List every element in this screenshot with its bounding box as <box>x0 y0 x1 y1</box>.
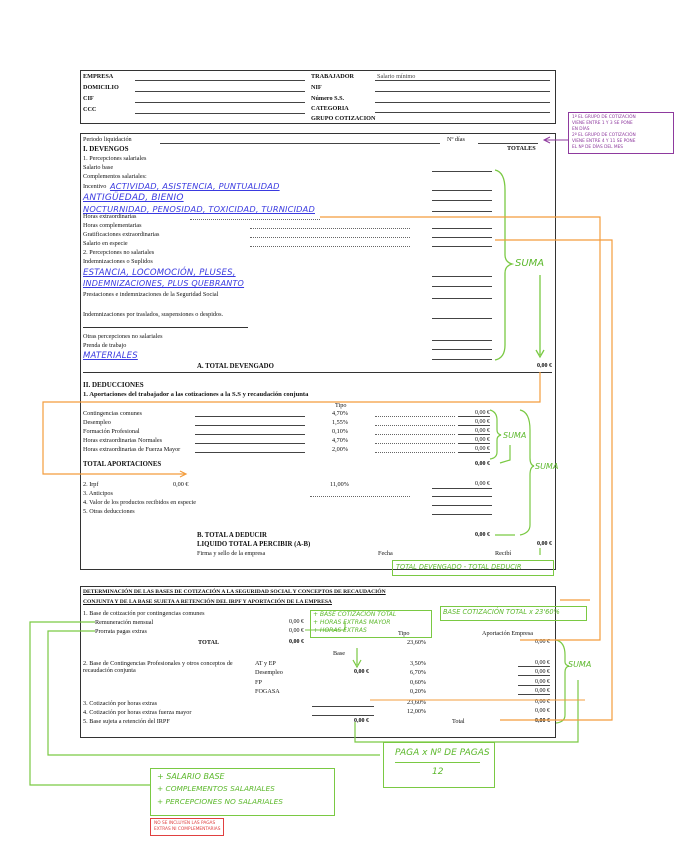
periodo-label: Periodo liquidación <box>83 136 132 143</box>
liquido-label: LIQUIDO TOTAL A PERCIBIR (A-B) <box>197 541 311 548</box>
total-devengado-label: A. TOTAL DEVENGADO <box>197 363 274 370</box>
deduccion-value: 0,00 € <box>458 437 490 444</box>
cp-tipo: 0,20% <box>410 688 426 695</box>
horas-fm-tipo: 12,00% <box>407 708 427 715</box>
hand-materiales: MATERIALES <box>83 351 138 361</box>
base-header: Base <box>333 650 346 657</box>
horas-extra-value: 0,00 € <box>535 699 550 705</box>
nif-label: NIF <box>311 84 322 91</box>
bases-tipo: Tipo <box>398 630 410 637</box>
deducciones-title: II. DEDUCCIONES <box>83 381 144 389</box>
devengos-title: I. DEVENGOS <box>83 145 129 153</box>
irpf-base: 0,00 € <box>173 481 189 488</box>
bases-title1: DETERMINACIÓN DE LAS BASES DE COTIZACIÓN A LA SEGURIDAD SOCIAL Y CONCEPTOS DE RECAUDACIÓN <box>83 589 386 595</box>
purple-note-1: 1º EL GRUPO DE COTIZACIÓN <box>572 115 636 120</box>
ndias-label: Nº días <box>447 136 465 143</box>
complementos: Complementos salariales: <box>83 173 147 180</box>
perc-no-sal: 2. Percepciones no salariales <box>83 249 155 256</box>
hand-indemnizaciones: INDEMNIZACIONES, PLUS QUEBRANTO <box>83 279 245 288</box>
horas-extra-tipo: 23,60% <box>407 699 427 706</box>
bases-total-value: 0,00 € <box>289 639 304 645</box>
fecha-label: Fecha <box>378 550 393 557</box>
cp-value: 0,00 € <box>518 679 550 686</box>
cc-tipo: 23,60% <box>407 639 427 646</box>
deduccion-tipo: 2,00% <box>332 446 348 453</box>
remuneracion: Remuneración mensual <box>95 619 154 626</box>
base-cot-1: + BASE COTIZACIÓN TOTAL <box>313 611 397 618</box>
deduccion-label: Horas extraordinarias Normales <box>83 437 163 444</box>
remuneracion-value: 0,00 € <box>289 619 304 625</box>
base-irpf-value: 0,00 € <box>354 718 369 724</box>
total-devengado-value: 0,00 € <box>537 363 552 369</box>
total-aportaciones-label: TOTAL APORTACIONES <box>83 461 162 468</box>
indemnizaciones: Indemnizaciones o Suplidos <box>83 258 153 265</box>
deduccion-label: Formación Profesional <box>83 428 140 435</box>
base-cot-3: + HORAS EXTRAS <box>313 627 367 634</box>
purple-note <box>568 112 674 154</box>
indem-traslados: Indemnizaciones por traslados, suspensiones o despidos. <box>83 311 224 318</box>
otras-perc: Otras percepciones no salariales <box>83 333 163 340</box>
otras-deducciones: 5. Otras deducciones <box>83 508 135 515</box>
suma-devengos: SUMA <box>515 258 545 269</box>
deduccion-tipo: 4,70% <box>332 410 348 417</box>
ccc-label: CCC <box>83 106 97 113</box>
horas-compl: Horas complementarias <box>83 222 142 229</box>
total-deducir-value: 0,00 € <box>475 532 490 538</box>
bases-title2: CONJUNTA Y DE LA BASE SUJETA A RETENCIÓN DEL IRPF Y APORTACIÓN DE LA EMPRESA <box>83 599 332 605</box>
categoria-label: CATEGORIA <box>311 105 349 112</box>
incentivo-label: Incentivo <box>83 183 107 190</box>
deduccion-tipo: 4,70% <box>332 437 348 444</box>
bases-total2-label: Total <box>452 718 465 725</box>
deduccion-value: 0,00 € <box>458 419 490 426</box>
total-deducir-label: B. TOTAL A DEDUCIR <box>197 532 267 539</box>
irpf-value: 0,00 € <box>475 481 490 487</box>
purple-note-6: EL Nº DE DÍAS DEL MES <box>572 145 624 150</box>
purple-note-5: VIENE ENTRE 4 Y 11 SE PONE <box>572 139 636 144</box>
cp-label: FP <box>255 679 262 686</box>
horas-fm-value: 0,00 € <box>535 708 550 714</box>
totales-label: TOTALES <box>507 145 536 152</box>
recibi-label: Recibí <box>495 550 512 557</box>
perc-salariales: 1. Percepciones salariales <box>83 155 147 162</box>
cp-label: AT y EP <box>255 660 276 667</box>
cp-value: 0,00 € <box>518 660 550 667</box>
salario-especie: Salario en especie <box>83 240 128 247</box>
cp-tipo: 6,70% <box>410 669 426 676</box>
deduccion-tipo: 0,10% <box>332 428 348 435</box>
empresa-label: EMPRESA <box>83 73 114 80</box>
pagas-fraction-line <box>395 762 480 763</box>
salario-2: + COMPLEMENTOS SALARIALES <box>157 784 275 793</box>
gratificaciones: Gratificaciones extraordinarias <box>83 231 160 238</box>
firma-label: Firma y sello de la empresa <box>197 550 266 557</box>
prenda: Prenda de trabajo <box>83 342 127 349</box>
suma-empresa: SUMA <box>568 660 592 669</box>
bases-total-label: TOTAL <box>198 639 220 646</box>
salario-1: + SALARIO BASE <box>157 772 225 781</box>
base-cc: 1. Base de cotización por contingencias comunes <box>83 610 205 617</box>
deduccion-value: 0,00 € <box>458 446 490 453</box>
horas-fm-cot: 4. Cotización por horas extras fuerza mayor <box>83 709 192 716</box>
numero-ss-label: Número S.S. <box>311 95 345 102</box>
hand-estancia: ESTANCIA, LOCOMOCIÓN, PLUSES, <box>83 268 236 278</box>
red-note-1: NO SE INCLUYEN LAS PAGAS <box>154 821 216 826</box>
red-note <box>150 818 224 836</box>
deduccion-value: 0,00 € <box>458 428 490 435</box>
cp-value: 0,00 € <box>518 669 550 676</box>
deduccion-label: Contingencias comunes <box>83 410 142 417</box>
pagas-top: PAGA x Nº DE PAGAS <box>395 748 490 758</box>
horas-extra-cot: 3. Cotización por horas extras <box>83 700 158 707</box>
deduccion-tipo: 1,55% <box>332 419 348 426</box>
bases-total-empresa: 0,00 € <box>535 718 550 724</box>
trabajador-value: Salario mínimo <box>377 73 416 80</box>
hand-incentivo: ACTIVIDAD, ASISTENCIA, PUNTUALIDAD <box>110 181 280 191</box>
liquido-value: 0,00 € <box>537 541 552 547</box>
cp-base-value: 0,00 € <box>354 669 369 675</box>
base-cot-2: + HORAS EXTRAS MAYOR <box>313 619 391 626</box>
cp-tipo: 3,50% <box>410 660 426 667</box>
irpf-label: 2. Irpf <box>83 481 99 488</box>
prorrata: Prorrata pagas extras <box>95 628 147 635</box>
trabajador-label: TRABAJADOR <box>311 73 354 80</box>
irpf-tipo: 11,00% <box>330 481 349 488</box>
cp-label: FOGASA <box>255 688 280 695</box>
cp-tipo: 0,60% <box>410 679 426 686</box>
base-cp: 2. Base de Contingencias Profesionales y otros conceptos de recaudación conjunta <box>83 660 233 674</box>
deducciones-subtitle: 1. Aportaciones del trabajador a las cotizaciones a la S.S y recaudación conjunta <box>83 391 309 398</box>
pagas-bottom: 12 <box>432 767 444 777</box>
base-pct: BASE COTIZACIÓN TOTAL x 23'60% <box>443 608 560 616</box>
horas-extra: Horas extraordinarias <box>83 213 137 220</box>
grupo-label: GRUPO COTIZACION <box>311 115 376 122</box>
prestaciones: Prestaciones e indemnizaciones de la Seguridad Social <box>83 291 219 298</box>
domicilio-label: DOMICILIO <box>83 84 119 91</box>
suma-aportaciones: SUMA <box>503 431 527 440</box>
base-irpf: 5. Base sujeta a retención del IRPF <box>83 718 170 725</box>
deduccion-label: Horas extraordinarias de Fuerza Mayor <box>83 446 181 453</box>
cp-label: Desempleo <box>255 669 283 676</box>
hand-antiguedad: ANTIGÜEDAD, BIENIO <box>83 193 184 203</box>
salario-base: Salario base <box>83 164 114 171</box>
cp-value: 0,00 € <box>518 688 550 695</box>
liquido-formula: TOTAL DEVENGADO - TOTAL DEDUCIR <box>396 563 522 571</box>
purple-note-3: EN DÍAS <box>572 127 590 132</box>
purple-note-2: VIENE ENTRE 1 Y 3 SE PONE <box>572 121 633 126</box>
hand-nocturnidad: NOCTURNIDAD, PENOSIDAD, TOXICIDAD, TURNICIDAD <box>83 204 315 214</box>
deduccion-value: 0,00 € <box>458 410 490 417</box>
anticipos: 3. Anticipos <box>83 490 113 497</box>
salario-3: + PERCEPCIONES NO SALARIALES <box>157 797 283 806</box>
deduccion-label: Desempleo <box>83 419 111 426</box>
valor-productos: 4. Valor de los productos recibidos en especie <box>83 499 196 506</box>
cc-value: 0,00 € <box>535 639 550 645</box>
tipo-header: Tipo <box>335 402 347 409</box>
suma-deducciones: SUMA <box>535 462 559 471</box>
bases-aportacion: Aportación Empresa <box>482 630 534 637</box>
red-note-2: EXTRAS NI COMPLEMENTARIAS <box>154 827 221 832</box>
prorrata-value: 0,00 € <box>289 628 304 634</box>
cif-label: CIF <box>83 95 94 102</box>
total-aportaciones-value: 0,00 € <box>475 461 490 467</box>
purple-note-4: 2º EL GRUPO DE COTIZACIÓN <box>572 133 636 138</box>
